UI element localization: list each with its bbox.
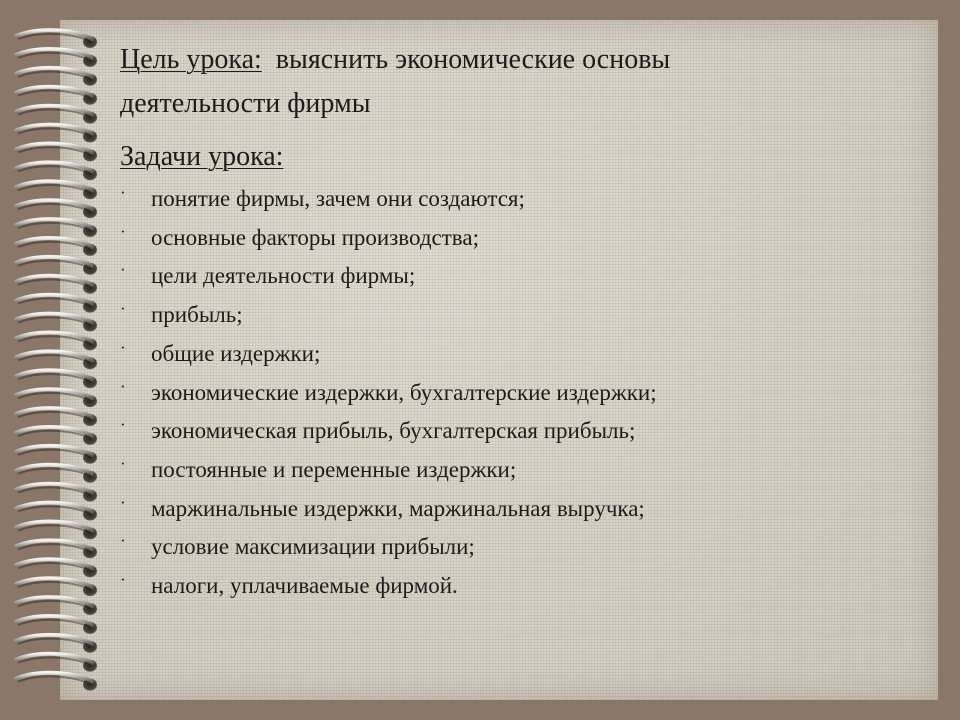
spiral-ring [16, 257, 97, 275]
goal-text-line1: выяснить экономические основы [275, 44, 671, 75]
task-text: общие издержки; [151, 340, 321, 366]
bullet-icon: · [120, 260, 126, 280]
spiral-ring [16, 540, 97, 558]
spiral-ring [16, 370, 97, 388]
list-item [120, 219, 920, 258]
spiral-ring [16, 276, 97, 294]
spiral-ring [16, 578, 97, 596]
spiral-ring [16, 522, 97, 540]
list-item [120, 296, 920, 335]
list-item [120, 180, 920, 219]
spiral-ring [16, 314, 97, 332]
list-item [120, 528, 920, 567]
task-text: понятие фирмы, зачем они создаются; [151, 186, 525, 211]
spiral-ring [16, 30, 97, 48]
spiral-ring [16, 49, 97, 67]
spiral-ring [16, 295, 97, 313]
spiral-ring [16, 559, 97, 577]
spiral-ring [16, 106, 97, 124]
spiral-ring [16, 427, 97, 445]
bullet-icon: · [120, 492, 126, 512]
spiral-ring [16, 181, 97, 199]
task-text: прибыль; [151, 302, 243, 328]
bullet-icon: · [120, 453, 126, 473]
spiral-ring [16, 87, 97, 105]
list-item [120, 257, 920, 296]
task-text: экономическая прибыль, бухгалтерская прибыль; [151, 418, 636, 444]
bullet-icon: · [120, 570, 126, 590]
list-item [120, 567, 920, 606]
bullet-icon: · [120, 221, 126, 241]
task-text: основные факторы производства; [151, 224, 479, 250]
slide-content [120, 38, 920, 606]
lesson-goal [120, 38, 920, 126]
spiral-ring [16, 616, 97, 634]
list-item [120, 412, 920, 451]
list-item [120, 451, 920, 490]
spiral-ring [16, 125, 97, 143]
bullet-icon: · [120, 415, 126, 435]
bullet-icon: · [120, 183, 126, 202]
spiral-ring [16, 597, 97, 615]
bullet-icon: · [120, 376, 126, 396]
bullet-icon: · [120, 531, 126, 551]
list-item [120, 335, 920, 374]
task-text: маржинальные издержки, маржинальная выручка; [151, 495, 645, 521]
task-text: условие максимизации прибыли; [151, 534, 475, 560]
task-text: цели деятельности фирмы; [151, 263, 416, 289]
task-text: экономические издержки, бухгалтерские издержки; [151, 379, 657, 405]
spiral-ring [16, 351, 97, 369]
task-text: постоянные и переменные издержки; [151, 456, 517, 482]
spiral-ring [16, 654, 97, 672]
spiral-ring [16, 673, 97, 691]
tasks-heading: Задачи урока: [120, 141, 284, 172]
task-text: налоги, уплачиваемые фирмой. [151, 573, 458, 599]
spiral-ring [16, 238, 97, 256]
spiral-ring [16, 162, 97, 180]
spiral-ring [16, 446, 97, 464]
goal-label: Цель урока: [120, 44, 262, 75]
list-item [120, 490, 920, 529]
spiral-ring [16, 333, 97, 351]
spiral-ring [16, 503, 97, 521]
spiral-ring [16, 219, 97, 237]
spiral-ring [16, 408, 97, 426]
spiral-binding-icon [0, 0, 120, 720]
bullet-icon: · [120, 337, 126, 357]
spiral-ring [16, 200, 97, 218]
spiral-ring [16, 68, 97, 86]
list-item [120, 374, 920, 413]
goal-text-line2: деятельности фирмы [120, 88, 371, 119]
spiral-ring [16, 484, 97, 502]
spiral-ring [16, 389, 97, 407]
task-list [120, 180, 920, 606]
spiral-ring [16, 465, 97, 483]
bullet-icon: · [120, 299, 126, 319]
spiral-ring [16, 635, 97, 653]
spiral-ring [16, 144, 97, 162]
